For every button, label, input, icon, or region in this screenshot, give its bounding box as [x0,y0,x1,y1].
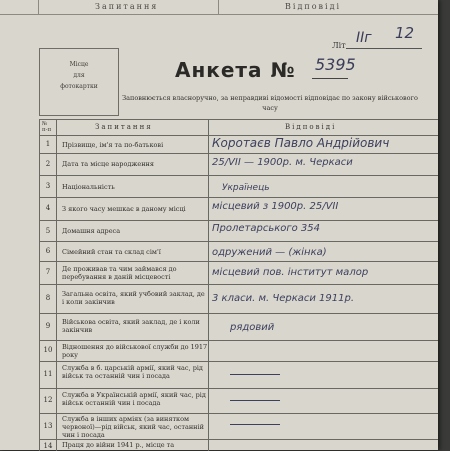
row-number: 7 [45,268,51,276]
questionnaire-table [39,119,438,451]
row-answer: рядовий [230,322,275,333]
previous-page-header [0,0,438,15]
top-answers-label: Відповіді [285,2,342,11]
row-number: 13 [43,422,53,430]
table-row [40,285,438,314]
lit-value: ІІг [356,30,372,46]
row-question: Прізвище, ім'я та по-батькові [62,141,164,149]
answer-dash [230,424,280,425]
table-header [40,120,438,136]
row-number: 10 [43,346,53,354]
corner-number: 12 [395,24,415,42]
row-number: 6 [45,247,51,255]
top-questions-label: Запитання [95,2,159,11]
row-number: 8 [45,294,51,302]
row-number: 3 [45,182,51,190]
row-question: Праця до війни 1941 р., місце та [62,441,175,449]
photo-label-line2: для [73,72,85,79]
row-number: 12 [43,396,53,404]
row-question: Де проживав та чим займався до перебування в даній місцевості [62,265,177,281]
form-title: Анкета № [175,58,296,82]
table-row [40,221,438,242]
form-number: 5395 [315,55,356,74]
row-question: Сімейний стан та склад сім'ї [62,248,161,256]
photo-placeholder [39,48,119,116]
answer-dash [230,400,280,401]
row-answer: одружений — (жінка) [212,247,327,258]
table-row [40,176,438,198]
answer-dash [230,374,280,375]
lit-underline [346,48,422,49]
row-answer: Пролетарського 354 [212,223,321,234]
row-answer: Коротаєв Павло Андрійович [212,136,390,150]
row-number: 14 [43,442,53,450]
table-row [40,341,438,362]
row-answer: місцевий з 1900р. 25/VII [212,201,339,212]
row-number: 5 [45,227,51,235]
header-divider [38,0,39,14]
row-number: 11 [43,370,53,378]
num-header: № п-п [42,121,52,133]
table-row [40,314,438,341]
question-header: Запитання [95,123,153,131]
row-question: Служба в інших арміях (за винятком червоної)—рід військ, який час, останній чин і посада [62,415,204,439]
table-row [40,262,438,285]
table-row [40,198,438,221]
row-question: Домашня адреса [62,227,121,235]
header-divider [218,0,219,14]
row-question: Служба в Українській армії, який час, рід військ останній чин і посада [62,391,206,407]
table-row [40,362,438,389]
row-number: 2 [45,160,51,168]
table-row [40,242,438,262]
row-answer: 25/VII — 1900р. м. Черкаси [212,157,353,168]
table-row [40,389,438,414]
row-question: Військова освіта, який заклад, де і коли закінчив [62,318,200,334]
row-question: Відношення до військової служби до 1917 року [62,343,208,359]
row-answer: місцевий пов. інститут малор [212,267,369,278]
form-number-underline [312,78,348,79]
table-row [40,440,438,451]
row-question: З якого часу мешкає в даному місці [62,205,186,213]
table-row [40,154,438,176]
answer-header: Відповіді [285,123,337,131]
row-question: Національність [62,183,115,191]
row-answer: Українець [222,183,270,193]
lit-label: Літ [332,41,346,50]
form-subtitle: Заповнюється власноручно, за неправдиві відомості відповідає по закону військового часу [122,94,418,112]
row-number: 4 [45,204,51,212]
table-row [40,136,438,154]
row-question: Служба в б. царській армії, який час, рід військ та останній чин і посада [62,364,203,380]
table-row [40,414,438,440]
row-question: Загальна освіта, який учбовий заклад, де і коли закінчив [62,290,205,306]
row-answer: 3 класи. м. Черкаси 1911р. [212,293,355,304]
photo-label-line3: фотокартки [60,83,98,90]
row-number: 9 [45,322,51,330]
photo-label-line1: Місце [69,61,89,68]
row-number: 1 [45,140,51,148]
row-question: Дата та місце народження [62,160,154,168]
